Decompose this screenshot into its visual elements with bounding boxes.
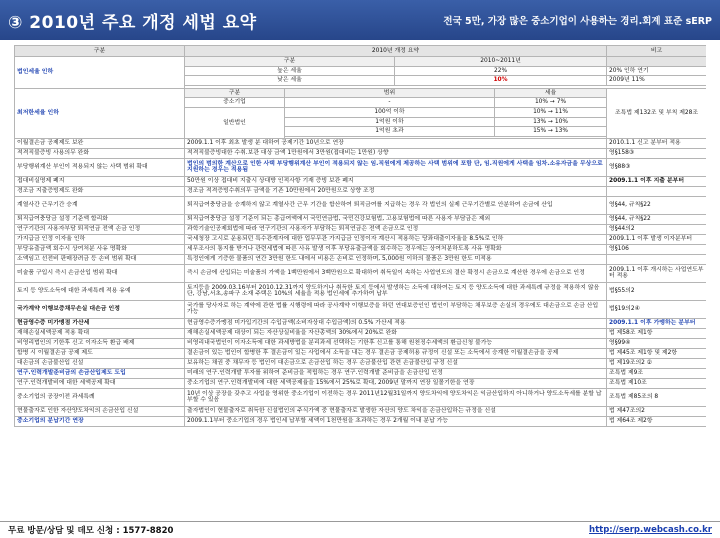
corp-rate-label: 법인세율 인하: [15, 57, 185, 89]
row-note: 2009.1.1 이후 발생 이자분부터: [607, 234, 706, 244]
minimum-gen-rate-1: 10% → 11%: [495, 108, 607, 118]
table-row: [15, 416, 707, 426]
minimum-tax-note: 조특법 제132조 및 부칙 제28조: [607, 88, 706, 138]
row-note: 법 제47조의2: [607, 406, 706, 416]
corp-high-note: 20% 인하 연기: [607, 66, 706, 76]
row-note: 법 제58조 제1항: [607, 328, 706, 338]
row-label: 이월결손금 공제제도 보완: [15, 138, 185, 148]
row-note: 법 제64조 제2항: [607, 416, 706, 426]
row-note: 법 제45조 제1항 및 제2항: [607, 348, 706, 358]
page-footer: [0, 521, 720, 538]
row-desc: 특정인에게 기증한 물품의 연간 3만원 한도 내에서 비용은 손비로 인정하며, 5,000원 이하의 물품은 3만원 한도 미적용: [185, 254, 607, 264]
row-label: 연구기관의 사용자부담 퇴직연금 전액 손금 인정: [15, 224, 185, 234]
table-header-row: [15, 46, 707, 57]
row-label: 합병 시 이월결손금 공제 제도: [15, 348, 185, 358]
row-label: 국가계약 이행보증채무손실 대손금 인정: [15, 300, 185, 318]
minimum-sme-range: -: [285, 98, 495, 108]
row-label: 연구.인력개발준비금의 손금산입제도 도입: [15, 368, 185, 378]
table-row: [15, 214, 707, 224]
table-row: [15, 358, 707, 368]
table-row: [15, 148, 707, 158]
row-desc: 과학기술인공제회법에 따라 연구기관의 사용자가 부담하는 퇴직연금은 전액 손금으로 인정: [185, 224, 607, 234]
row-note: 영§106: [607, 244, 706, 254]
table-row: [15, 318, 707, 328]
row-note: 조특법 제10조: [607, 378, 706, 388]
tax-summary-table-container: [14, 45, 706, 515]
row-note: 법 제19조의2 ②: [607, 358, 706, 368]
row-desc: 즉시 손금에 산입되는 미술품의 가액을 1백만원에서 3백만원으로 확대하여 취득일이 속하는 사업연도의 결산 확정시 손금으로 계산한 경우에 손금으로 인정: [185, 264, 607, 282]
tax-summary-table: [14, 45, 706, 427]
row-label: 토지 등 양도소득에 대한 과세특례 적용 유예: [15, 282, 185, 300]
table-row: [15, 176, 707, 186]
row-note: [607, 254, 706, 264]
table-row: [15, 254, 707, 264]
row-label: 현물출자로 인한 자산양도차익의 손금산입 신설: [15, 406, 185, 416]
table-row: [15, 388, 707, 406]
table-row: [15, 300, 707, 318]
row-desc: 적격직불증빙대한 수취.보관 대상 금액 1만원에서 3만원(접대비는 1만원) 상향: [185, 148, 607, 158]
corp-high-value: 22%: [395, 66, 607, 76]
row-note: 조특법 제85조의 8: [607, 388, 706, 406]
row-desc: 토지등을 2009.03.16부터 2010.12.31까지 양도하거나 취득한 토지 등에서 발생하는 소득에 대하여는 토지 등 양도소득에 대한 과세특례 규정을 적용하지 않음 단, 강남,서초,송파구 소재 주택은 10%의 세율을 적용 법인세에 추가하여 납부: [185, 282, 607, 300]
header-category: 구분: [15, 46, 185, 57]
table-row: [15, 196, 707, 214]
row-note: 2010.1.1 신고 분부터 적용: [607, 138, 706, 148]
row-label: 재해손실세액공제 적용 확대: [15, 328, 185, 338]
row-desc: 비영리내국법인이 이자소득에 대한 과세방법을 분리과세 선택하는 기한후 신고를 통해 원천징수세액의 환급신청 불가능: [185, 338, 607, 348]
table-row: [15, 406, 707, 416]
row-desc: 세무조사의 통지를 받거나 관련세법에 따른 사유 발생 이후 부당유출금액을 회수하는 경우에는 상여처분하도록 사유 명확화: [185, 244, 607, 254]
table-row: [15, 158, 707, 176]
header-summary: 2010년 개정 요약: [185, 46, 607, 57]
row-note: 영§44의2: [607, 224, 706, 234]
table-row: [15, 224, 707, 234]
contact-info: 무료 방문/상담 및 데모 신청 : 1577-8820: [8, 526, 174, 536]
row-label: 계열사간 근무기간 승계: [15, 196, 185, 214]
minimum-h-range: 범위: [285, 88, 495, 98]
row-note: 법§55의2: [607, 282, 706, 300]
row-desc: 보유하는 채권 중 채무자 등 법인이 대손금으로 손금산입 하는 경우 손금불산입 관련 손금불산입 규정 신설: [185, 358, 607, 368]
row-label: 부당행위계산 부인이 적용되지 않는 사택 범위 확대: [15, 158, 185, 176]
minimum-gen-range-2: 1억원 이하: [285, 117, 495, 127]
row-desc: 50만원 이상 접대비 지출시 상대방 인적사항 기재 증빙 보관 폐지: [185, 176, 607, 186]
row-desc: 출자법인이 현물출자로 취득한 신설법인의 주식가액 중 현물출자로 발생한 자산의 양도 차익을 손금산입하는 규정을 신설: [185, 406, 607, 416]
row-label: 가지급금 인정 이자율 인하: [15, 234, 185, 244]
minimum-gen-range-1: 100억 이하: [285, 108, 495, 118]
row-label: 접대비실명제 폐지: [15, 176, 185, 186]
corp-rate-subheader: [15, 57, 707, 67]
row-note: 조특법 제9조: [607, 368, 706, 378]
row-label: 소액임고 선전비 판매장려금 등 손비 범위 확대: [15, 254, 185, 264]
corp-subheader-category: 구분: [185, 57, 395, 67]
minimum-sme-rate: 10% → 7%: [495, 98, 607, 108]
table-row: [15, 234, 707, 244]
minimum-tax-label: 최저한세율 인하: [15, 88, 185, 138]
row-label: 대손금의 손금불산입 신설: [15, 358, 185, 368]
corp-low-note: 2009년 11%: [607, 76, 706, 86]
table-row: [15, 378, 707, 388]
row-desc: 법인의 범의한 계산으로 인한 사택 부당행위계산 부인이 적용되지 않는 임.직원에게 제공하는 사택 범위에 포함 단, 임.직원에게 사택을 임차.소유자금을 무상으로 지원하는 경우는 적용됨: [185, 158, 607, 176]
table-row: [15, 368, 707, 378]
row-label: 연구.인력개발비에 대한 세액공제 확대: [15, 378, 185, 388]
row-desc: 경조금 적격증빙수취의무 금액을 기존 10만원에서 20만원으로 상향 조정: [185, 186, 607, 196]
table-row: [15, 244, 707, 254]
row-note: 2009.1.1 이후 개시하는 사업연도부터 적용: [607, 264, 706, 282]
page-header: [0, 0, 720, 40]
row-note: 영§158③: [607, 148, 706, 158]
row-label: 퇴직급여충당금 설정 기준액 합리화: [15, 214, 185, 224]
page-title: ③ 2010년 주요 개정 세법 요약: [8, 12, 257, 33]
website-link[interactable]: http://serp.webcash.co.kr: [589, 525, 712, 535]
minimum-gen-rate-3: 15% → 13%: [495, 127, 607, 137]
row-label: 부당유출금액 회수시 상여처분 사유 명확화: [15, 244, 185, 254]
row-label: 현금영수증 미가맹점 가산세: [15, 318, 185, 328]
row-note: 영§44, 규칙§22: [607, 196, 706, 214]
row-note: 영§99④: [607, 338, 706, 348]
corp-high-label: 높은 세율: [185, 66, 395, 76]
row-label: 비영리법인의 기한후 신고 이자소득 환급 배제: [15, 338, 185, 348]
row-note: 2009.1.1 이후 가맹하는 분부터: [607, 318, 706, 328]
corp-low-label: 낮은 세율: [185, 76, 395, 86]
row-desc: 국세청장 고시로 운용되던 특수관계자에 대한 업무무관 가지급금 인정이자 계산시 적용하는 당좌대출이자율을 8.5%로 인하: [185, 234, 607, 244]
minimum-h-rate: 세율: [495, 88, 607, 98]
row-label: 경조금 지출증빙제도 완화: [15, 186, 185, 196]
page-subtitle: 전국 5만, 가장 많은 중소기업이 사용하는 경리.회계 표준 sERP: [443, 16, 712, 27]
row-desc: 현금영수증가맹점 미가입기간의 수입금액(소비자상대 수입금액)의 0.5% 가산세 적용: [185, 318, 607, 328]
row-label: 미술품 구입시 즉시 손금산입 범위 확대: [15, 264, 185, 282]
row-desc: 미래의 연구.인력개발 투자를 위하여 준비금을 적립하는 경우 연구.인력개발 준비금을 손금산입 인정: [185, 368, 607, 378]
minimum-sme-label: 중소기업: [185, 98, 285, 108]
row-note: 법§19의2④: [607, 300, 706, 318]
row-desc: 퇴직급여충당금 설정 기준이 되는 총급여액에서 국민연금법, 국민건강보험법, 고용보험법에 따른 사용자 부담금은 제외: [185, 214, 607, 224]
table-row: [15, 186, 707, 196]
minimum-gen-rate-2: 13% → 10%: [495, 117, 607, 127]
row-label: 적격직불증빙 사용의무 완화: [15, 148, 185, 158]
table-row: [15, 264, 707, 282]
row-note: 2009.1.1 이후 지출 분부터: [607, 176, 706, 186]
corp-subheader-period: 2010~2011년: [395, 57, 607, 67]
corp-low-value: 10%: [395, 76, 607, 86]
row-desc: 국가를 당사자로 하는 계약에 관한 법률 시행령에 따라 공사계약 이행보증을 하던 연대보증인인 법인이 부담하는 채무보증 손실의 경우에도 대손금으로 손금 산입 가능: [185, 300, 607, 318]
row-desc: 재해손실세액공제 대상이 되는 자산상실비율을 자산총액의 30%에서 20%로 완화: [185, 328, 607, 338]
row-desc: 2009.1.1부터 중소기업의 경우 법인세 납부할 세액이 1천만원을 초과하는 경우 2개월 이내 분납 가능: [185, 416, 607, 426]
row-desc: 2009.1.1 이후 최초 발생 분 대하여 공제기간 10년으로 연장: [185, 138, 607, 148]
row-desc: 10년 이상 공장을 갖추고 사업을 영위한 중소기업이 이전하는 경우 2011년12월31일까지 양도차익에 양도차익은 익금산입하지 아니하거나 양도소득세를 분할 납부할 수 있음: [185, 388, 607, 406]
row-note: [607, 186, 706, 196]
row-label: 중소기업의 분납기간 연장: [15, 416, 185, 426]
minimum-gen-label: 일반법인: [185, 108, 285, 139]
table-row: [15, 328, 707, 338]
row-desc: 퇴직급여충당금을 승계하지 않고 계열사간 근무 기간을 합산하여 퇴직금여를 지급하는 경우 각 법인의 실제 근무기간별로 안분하여 손금에 산입: [185, 196, 607, 214]
table-row: [15, 138, 707, 148]
row-note: 영§44, 규칙§22: [607, 214, 706, 224]
minimum-tax-subheader: [15, 88, 707, 98]
row-desc: 중소기업의 연구.인력개발비에 대한 세액공제율을 15%에서 25%로 확대, 2009년 말까지 연장 일몰기한을 연장: [185, 378, 607, 388]
row-desc: 결손금이 있는 법인이 합병한 후 결손금이 있는 사업에서 소득을 내는 경우 결손금 공제허용 규정이 신설 또는 소득에서 승계한 이월결손금을 공제: [185, 348, 607, 358]
table-row: [15, 338, 707, 348]
minimum-gen-range-3: 1억원 초과: [285, 127, 495, 137]
table-row: [15, 282, 707, 300]
row-label: 중소기업의 공장이전 과세특례: [15, 388, 185, 406]
header-note: 비고: [607, 46, 706, 57]
table-row: [15, 348, 707, 358]
row-note: 영§88③: [607, 158, 706, 176]
minimum-h-category: 구분: [185, 88, 285, 98]
